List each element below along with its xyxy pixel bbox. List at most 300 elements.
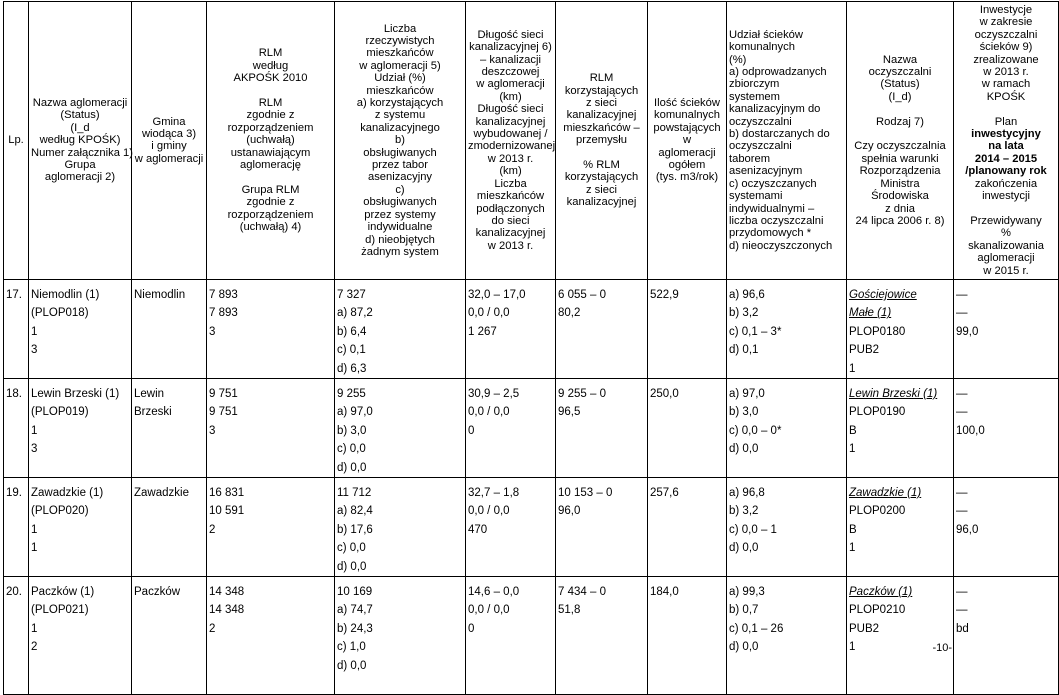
text-line: z sieci xyxy=(585,97,618,110)
text-line: d) 0,0 xyxy=(337,659,367,672)
text-line: w 2013 r. xyxy=(487,239,534,252)
header-treatment-plant xyxy=(847,2,954,280)
text-line: według xyxy=(252,59,289,72)
text-line: c) 0,0 – 1 xyxy=(729,523,777,536)
text-line: a) 87,2 xyxy=(337,307,373,320)
text-line: 1 xyxy=(31,523,38,536)
cell-sewage-volume xyxy=(648,577,727,695)
text-line: a) 97,0 xyxy=(337,406,373,419)
cell-lp xyxy=(4,478,29,577)
text-line: 1 xyxy=(31,325,38,338)
text-line: inwestycyjny xyxy=(971,128,1041,141)
text-line: kanalizacyjnej xyxy=(566,109,637,122)
cell-sewage-share xyxy=(727,478,847,577)
cell-gmina xyxy=(132,577,207,695)
text-line: 7 893 xyxy=(209,288,238,301)
text-line: Grupa RLM xyxy=(241,183,300,196)
text-line: d) 0,0 xyxy=(729,641,759,654)
cell-lp xyxy=(4,577,29,695)
text-line: (Status) xyxy=(880,78,920,91)
text-line: % RLM xyxy=(583,159,620,172)
text-line: /planowany rok xyxy=(965,165,1047,178)
text-line: 96,5 xyxy=(558,406,581,419)
text-line: 184,0 xyxy=(650,586,679,599)
text-line: Paczków xyxy=(134,586,181,599)
cell-gmina xyxy=(132,378,207,477)
text-line: d) 0,0 xyxy=(337,560,367,573)
table-row xyxy=(4,478,1059,577)
cell-gmina xyxy=(132,279,207,378)
text-line: PLOP0200 xyxy=(849,505,906,518)
text-line: z sieci xyxy=(585,183,618,196)
text-line: przez tabor xyxy=(372,159,428,172)
text-line: 14 348 xyxy=(209,586,245,599)
cell-aglomeration xyxy=(29,577,132,695)
cell-population xyxy=(335,478,466,577)
text-line: oczyszczalni xyxy=(729,140,792,153)
text-line: rozporządzeniem xyxy=(227,121,314,134)
text-line: Zawadzkie xyxy=(134,487,189,499)
text-line: rozporządzeniem xyxy=(227,208,314,221)
text-line: oczyszczalni xyxy=(868,66,932,79)
cell-gmina xyxy=(132,478,207,577)
text-line: mieszkańców xyxy=(476,190,545,203)
text-line: podłączonych xyxy=(476,202,545,215)
text-line: c) xyxy=(395,183,405,196)
text-line: d) 0,0 xyxy=(337,461,367,474)
text-line: 24 lipca 2006 r. 8) xyxy=(855,214,945,227)
text-line: 11 712 xyxy=(337,487,372,499)
text-line: 2 xyxy=(209,622,216,635)
text-line: b) 3,2 xyxy=(729,307,759,320)
text-line: d) 6,3 xyxy=(337,362,367,375)
text-line: asenizacyjny xyxy=(367,171,433,184)
text-line: a) 74,7 xyxy=(337,604,373,617)
cell-sewage-share xyxy=(727,577,847,695)
text-value: 18. xyxy=(6,387,22,400)
text-line: Paczków (1) xyxy=(849,586,913,599)
cell-sewage-share xyxy=(727,378,847,477)
text-line: 522,9 xyxy=(650,288,679,301)
cell-rlm-connected xyxy=(556,279,648,378)
text-line: żadnym system xyxy=(361,245,439,258)
text-line: 0,0 / 0,0 xyxy=(468,505,510,518)
text-line: PUB2 xyxy=(849,344,880,357)
cell-rlm xyxy=(207,478,335,577)
text-line: przydomowych * xyxy=(729,227,812,240)
text-line: b) 6,4 xyxy=(337,325,367,338)
text-line: kanalizacyjnym do xyxy=(729,103,821,116)
text-line: 9 255 – 0 xyxy=(558,387,606,400)
text-line: AKPOŚK 2010 xyxy=(233,72,308,85)
text-line: 1 xyxy=(849,443,856,456)
text-line: PLOP0210 xyxy=(849,604,906,617)
text-line: c) 0,1 – 26 xyxy=(729,622,784,635)
cell-network-length xyxy=(466,577,556,695)
text-line: systemem xyxy=(729,90,780,103)
text-line: liczba oczyszczalni xyxy=(729,214,824,227)
text-line: indywidualne xyxy=(367,221,433,234)
text-line: Ministra xyxy=(880,177,920,190)
text-line: przez systemy xyxy=(364,208,436,221)
text-line: 7 434 – 0 xyxy=(558,586,606,599)
text-line: (I_d xyxy=(70,121,90,134)
text-line: Lewin Brzeski (1) xyxy=(849,387,938,400)
text-line xyxy=(956,203,1056,215)
text-line: 14,6 – 0,0 xyxy=(468,586,520,599)
text-line: (PLOP018) xyxy=(31,307,89,320)
text-line: komunalnych xyxy=(654,109,720,122)
text-line: w aglomeracji xyxy=(476,78,545,91)
text-line: 10 169 xyxy=(337,586,373,599)
text-line: w 2013 r. xyxy=(487,152,534,165)
text-line: (uchwałą) 4) xyxy=(239,221,302,234)
text-line: 1 xyxy=(849,542,856,555)
text-line: d) 0,1 xyxy=(729,344,759,357)
text-line: deszczowej xyxy=(481,66,540,79)
text-line: rzeczywistych xyxy=(365,35,435,48)
text-line: obsługiwanych xyxy=(363,196,437,209)
cell-network-length xyxy=(466,378,556,477)
text-line: 2 xyxy=(31,641,38,654)
text-line: — xyxy=(956,288,968,301)
text-line: a) 96,8 xyxy=(729,487,765,499)
text-line: zmodernizowanej xyxy=(468,140,556,153)
text-line: 1 xyxy=(31,424,38,437)
text-line: skanalizowania xyxy=(968,239,1044,252)
text-line: (PLOP021) xyxy=(31,604,89,617)
text-line: 1 xyxy=(31,542,38,555)
cell-investments xyxy=(954,378,1059,477)
text-line: kanalizacyjnego xyxy=(360,121,440,134)
text-line: z systemu xyxy=(374,109,426,122)
cell-treatment-plant xyxy=(847,279,954,378)
text-line: komunalnych xyxy=(729,41,795,54)
header-population xyxy=(335,2,466,280)
text-line: powstających xyxy=(653,121,721,134)
text-line: w xyxy=(682,134,692,147)
header-lp: Lp. xyxy=(4,2,29,280)
text-line: — xyxy=(956,604,968,617)
text-line xyxy=(849,128,951,140)
text-line: 7 327 xyxy=(337,288,366,301)
text-line: RLM xyxy=(258,47,283,60)
text-line: c) 0,0 – 0* xyxy=(729,424,782,437)
cell-population xyxy=(335,577,466,695)
text-line: Niemodlin (1) xyxy=(31,288,100,301)
text-line: aglomeracji xyxy=(977,252,1035,265)
text-line: kanalizacyjnej xyxy=(475,227,546,240)
text-line: — xyxy=(956,586,968,599)
cell-investments xyxy=(954,478,1059,577)
text-line: (uchwałą) xyxy=(246,134,295,147)
cell-rlm-connected xyxy=(556,378,648,477)
text-line: do sieci xyxy=(491,214,530,227)
text-line: 10 153 – 0 xyxy=(558,487,613,499)
text-line: inwestycji xyxy=(982,190,1030,203)
header-gmina xyxy=(132,2,207,280)
header-rlm xyxy=(207,2,335,280)
text-line: taborem xyxy=(729,152,771,165)
text-line: bd xyxy=(956,622,969,635)
text-line: Długość sieci xyxy=(477,28,544,41)
cell-investments xyxy=(954,577,1059,695)
text-line: b) 3,0 xyxy=(337,424,367,437)
text-line: Gościejowice xyxy=(849,288,917,301)
text-line: oczyszczalni xyxy=(974,28,1038,41)
text-line: Gmina xyxy=(152,115,186,128)
text-line: B xyxy=(849,424,857,437)
text-line: a) korzystających xyxy=(356,97,444,110)
text-line: Plan xyxy=(994,115,1018,128)
header-aglomeration-name xyxy=(29,2,132,280)
cell-treatment-plant xyxy=(847,478,954,577)
text-line: b) 24,3 xyxy=(337,622,373,635)
cell-lp xyxy=(4,378,29,477)
text-line: — xyxy=(956,406,968,419)
text-line: 10 591 xyxy=(209,505,245,518)
text-line: 80,2 xyxy=(558,307,581,320)
table-row xyxy=(4,279,1059,378)
cell-sewage-volume xyxy=(648,378,727,477)
text-line: wybudowanej / xyxy=(473,128,548,141)
text-line: 14 348 xyxy=(209,604,245,617)
text-line: Nazwa xyxy=(882,53,918,66)
text-line: Numer załącznika 1) xyxy=(31,146,133,159)
text-line: 3 xyxy=(209,325,216,338)
text-line: 2 xyxy=(209,523,216,536)
text-line: kanalizacyjnej xyxy=(475,115,546,128)
text-line: z dnia xyxy=(885,202,915,215)
text-line: b) dostarczanych do xyxy=(729,128,830,141)
text-line: Rozporządzenia xyxy=(859,165,941,178)
text-line: — xyxy=(956,387,968,400)
text-line: 3 xyxy=(31,443,38,456)
text-line: (Status) xyxy=(60,109,100,122)
text-line: — xyxy=(956,505,968,518)
text-line: a) 96,6 xyxy=(729,288,765,301)
text-line: 1 267 xyxy=(468,325,497,338)
text-line: według KPOŚK) xyxy=(39,134,121,147)
table-row xyxy=(4,577,1059,695)
text-line: 2014 – 2015 xyxy=(974,152,1038,165)
text-line: Długość sieci xyxy=(477,103,544,116)
header-investments xyxy=(954,2,1059,280)
text-line: ustanawiającym xyxy=(230,146,311,159)
text-line: a) 99,3 xyxy=(729,586,765,599)
cell-lp xyxy=(4,279,29,378)
cell-sewage-volume xyxy=(648,279,727,378)
text-line: aglomeracji xyxy=(658,146,716,159)
text-line: – kanalizacji xyxy=(480,53,541,66)
text-line: korzystających xyxy=(564,84,639,97)
text-line: w 2013 r. xyxy=(983,66,1029,79)
text-line: w aglomeracji xyxy=(134,152,204,165)
text-line: 9 751 xyxy=(209,406,238,419)
cell-treatment-plant xyxy=(847,378,954,477)
text-line: oczyszczalni xyxy=(729,115,792,128)
text-line: d) 0,0 xyxy=(729,542,759,555)
text-line: PUB2 xyxy=(849,622,880,635)
text-line: Zawadzkie (1) xyxy=(31,487,104,499)
text-line: zakończenia xyxy=(974,177,1038,190)
text-line: 9 255 xyxy=(337,387,366,400)
text-line: c) 1,0 xyxy=(337,641,366,654)
text-line: 0,0 / 0,0 xyxy=(468,406,510,419)
text-line: 0,0 / 0,0 xyxy=(468,307,510,320)
text-line: przemysłu xyxy=(576,134,627,147)
text-line: Liczba xyxy=(383,22,417,35)
text-line: — xyxy=(956,307,968,320)
text-line: Udział (%) xyxy=(374,72,426,85)
text-line: d) nieoczyszczonych xyxy=(729,239,833,252)
text-line: w aglomeracji 5) xyxy=(359,59,441,72)
text-line: wiodąca 3) xyxy=(141,128,197,141)
text-line: RLM xyxy=(589,72,614,85)
text-line: c) 0,0 xyxy=(337,443,366,456)
text-line: 96,0 xyxy=(956,523,979,536)
cell-population xyxy=(335,378,466,477)
text-line: systemami xyxy=(729,190,783,203)
text-line: zbiorczym xyxy=(729,78,780,91)
cell-rlm xyxy=(207,577,335,695)
table-row xyxy=(4,378,1059,477)
text-line: 32,7 – 1,8 xyxy=(468,487,520,499)
text-line: aglomeracji 2) xyxy=(44,171,116,184)
text-line: spełnia warunki xyxy=(861,152,939,165)
text-line: asenizacyjnym xyxy=(729,165,803,178)
cell-sewage-share xyxy=(727,279,847,378)
text-line: Niemodlin xyxy=(134,288,186,301)
text-line: Ilość ścieków xyxy=(654,97,720,110)
text-line: w ramach xyxy=(981,78,1031,91)
text-line: KPOŚK xyxy=(986,90,1026,103)
text-line: b) 0,7 xyxy=(729,604,759,617)
cell-aglomeration xyxy=(29,378,132,477)
cell-treatment-plant xyxy=(847,577,954,695)
text-line: 100,0 xyxy=(956,424,985,437)
text-line xyxy=(209,171,332,183)
text-line: w 2015 r. xyxy=(983,264,1029,277)
text-line: 32,0 – 17,0 xyxy=(468,288,526,301)
text-line: Małe (1) xyxy=(849,307,892,320)
text-line: Nazwa aglomeracji xyxy=(32,97,128,110)
header-network-length xyxy=(466,2,556,280)
text-line: (I_d) xyxy=(888,90,912,103)
cell-population xyxy=(335,279,466,378)
table-body xyxy=(4,279,1059,694)
text-line: RLM xyxy=(258,97,283,110)
text-line: c) 0,1 xyxy=(337,344,366,357)
text-line: 1 xyxy=(849,641,856,654)
text-line: (km) xyxy=(499,90,522,103)
text-value: 20. xyxy=(6,586,22,599)
page-number: -10- xyxy=(932,642,952,654)
text-line: Lewin Brzeski (1) xyxy=(31,387,120,400)
text-line: zrealizowane xyxy=(973,53,1039,66)
text-line: Liczba xyxy=(494,177,527,190)
text-line: zgodnie z xyxy=(246,196,295,209)
text-line: a) odprowadzanych xyxy=(729,66,827,79)
header-sewage-share xyxy=(727,2,847,280)
text-line: kanalizacyjnej 6) xyxy=(469,41,552,54)
cell-network-length xyxy=(466,279,556,378)
text-line: Przewidywany xyxy=(970,214,1042,227)
text-line: ogółem xyxy=(668,159,706,172)
cell-rlm xyxy=(207,279,335,378)
text-line xyxy=(849,103,951,115)
text-line: indywidualnymi – xyxy=(729,202,815,215)
text-line: c) 0,0 xyxy=(337,542,366,555)
cell-rlm-connected xyxy=(556,577,648,695)
text-line: Udział ścieków xyxy=(729,28,803,41)
cell-aglomeration xyxy=(29,478,132,577)
text-line: obsługiwanych xyxy=(363,146,437,159)
text-line: zgodnie z xyxy=(246,109,295,122)
text-line: a) 82,4 xyxy=(337,505,373,518)
header-sewage-volume xyxy=(648,2,727,280)
text-line: Czy oczyszczalnia xyxy=(854,140,946,153)
text-line xyxy=(956,103,1056,115)
text-line: Rodzaj 7) xyxy=(876,115,924,128)
text-line: PLOP0190 xyxy=(849,406,906,419)
text-line: PLOP0180 xyxy=(849,325,906,338)
text-line: % xyxy=(1001,227,1011,240)
text-line xyxy=(209,85,332,97)
text-line: (km) xyxy=(499,165,522,178)
text-line: a) 97,0 xyxy=(729,387,765,400)
text-line: 0,0 / 0,0 xyxy=(468,604,510,617)
text-line: d) 0,0 xyxy=(729,443,759,456)
text-line: 30,9 – 2,5 xyxy=(468,387,520,400)
report-table xyxy=(3,1,1059,695)
text-line: 250,0 xyxy=(650,387,679,400)
text-line: (%) xyxy=(729,53,747,66)
text-line: d) nieobjętych xyxy=(365,233,435,246)
text-line: 96,0 xyxy=(558,505,581,518)
text-line: b) 17,6 xyxy=(337,523,373,536)
text-line: Lewin xyxy=(134,387,165,400)
text-line: 99,0 xyxy=(956,325,979,338)
text-line: 9 751 xyxy=(209,387,238,400)
text-line: kanalizacyjnej xyxy=(566,196,637,209)
text-line: 1 xyxy=(849,362,856,375)
cell-network-length xyxy=(466,478,556,577)
text-line: Zawadzkie (1) xyxy=(849,487,922,499)
text-line: B xyxy=(849,523,857,536)
text-line: c) 0,1 – 3* xyxy=(729,325,782,338)
text-line xyxy=(558,147,645,159)
cell-sewage-volume xyxy=(648,478,727,577)
text-line: (PLOP020) xyxy=(31,505,89,518)
text-line: mieszkańców xyxy=(366,84,434,97)
text-line: 51,8 xyxy=(558,604,581,617)
text-line: aglomerację xyxy=(240,159,301,172)
text-line: (tys. m3/rok) xyxy=(655,171,719,184)
text-line: b) xyxy=(395,134,405,147)
text-line: 0 xyxy=(468,622,475,635)
text-line: b) 3,2 xyxy=(729,505,759,518)
text-line: Paczków (1) xyxy=(31,586,95,599)
text-line: ścieków 9) xyxy=(979,41,1033,54)
text-line: 3 xyxy=(31,344,38,357)
cell-aglomeration xyxy=(29,279,132,378)
text-line: na lata xyxy=(988,140,1024,153)
text-line: i gminy xyxy=(151,140,187,153)
text-line: Inwestycje xyxy=(979,4,1033,16)
text-line: b) 3,0 xyxy=(729,406,759,419)
text-line: 3 xyxy=(209,424,216,437)
